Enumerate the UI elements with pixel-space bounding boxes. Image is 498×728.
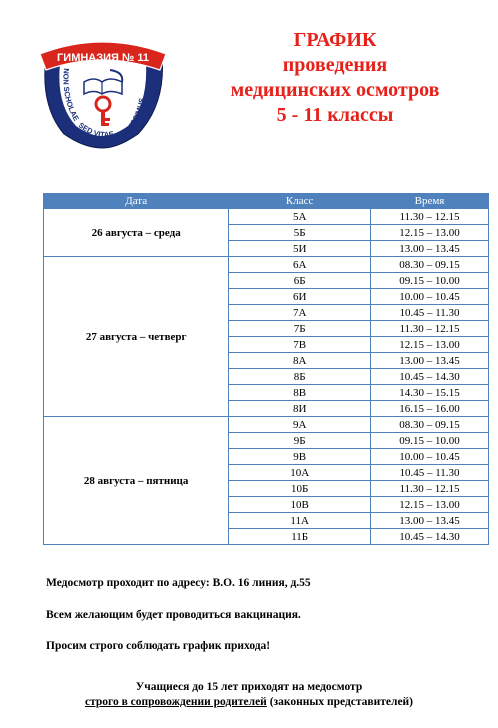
class-cell: 10А <box>229 465 371 481</box>
header-time: Время <box>371 194 489 209</box>
schedule-body <box>44 209 489 545</box>
footer-rest-text: (законных представителей) <box>266 696 414 708</box>
time-cell: 10.45 – 14.30 <box>371 369 489 385</box>
time-cell: 13.00 – 13.45 <box>371 353 489 369</box>
schedule-note: Просим строго соблюдать график прихода! <box>46 640 271 652</box>
logo-right-text: DISCIMUS <box>124 97 147 134</box>
time-cell: 09.15 – 10.00 <box>371 273 489 289</box>
class-cell: 5И <box>229 241 371 257</box>
time-cell: 14.30 – 15.15 <box>371 385 489 401</box>
time-cell: 10.45 – 11.30 <box>371 305 489 321</box>
time-cell: 11.30 – 12.15 <box>371 209 489 225</box>
header-date: Дата <box>44 194 229 209</box>
logo-banner-text: ГИМНАЗИЯ № 11 <box>57 52 149 64</box>
address-note: Медосмотр проходит по адресу: В.О. 16 линия, д.55 <box>46 577 311 589</box>
class-cell: 6И <box>229 289 371 305</box>
class-cell: 8Б <box>229 369 371 385</box>
time-cell: 09.15 – 10.00 <box>371 433 489 449</box>
page-title <box>200 28 470 128</box>
time-cell: 08.30 – 09.15 <box>371 417 489 433</box>
vaccination-note: Всем желающим будет проводиться вакцинация. <box>46 609 301 621</box>
time-cell: 12.15 – 13.00 <box>371 225 489 241</box>
schedule-table <box>43 193 489 545</box>
table-row <box>44 417 489 433</box>
header-class: Класс <box>229 194 371 209</box>
logo-bottom-text: SED VITAE <box>76 120 115 140</box>
class-cell: 10Б <box>229 481 371 497</box>
title-line-4: 5 - 11 классы <box>276 104 394 126</box>
time-cell: 10.45 – 14.30 <box>371 529 489 545</box>
time-cell: 11.30 – 12.15 <box>371 481 489 497</box>
title-line-1: ГРАФИК <box>293 29 377 51</box>
time-cell: 16.15 – 16.00 <box>371 401 489 417</box>
table-row <box>44 209 489 225</box>
class-cell: 10В <box>229 497 371 513</box>
time-cell: 11.30 – 12.15 <box>371 321 489 337</box>
time-cell: 13.00 – 13.45 <box>371 513 489 529</box>
class-cell: 5Б <box>229 225 371 241</box>
footer-line-1: Учащиеся до 15 лет приходят на медосмотр <box>135 681 363 693</box>
class-cell: 5А <box>229 209 371 225</box>
time-cell: 12.15 – 13.00 <box>371 497 489 513</box>
table-header-row <box>44 194 489 209</box>
time-cell: 08.30 – 09.15 <box>371 257 489 273</box>
time-cell: 10.00 – 10.45 <box>371 289 489 305</box>
class-cell: 9В <box>229 449 371 465</box>
class-cell: 8И <box>229 401 371 417</box>
table-row <box>44 257 489 273</box>
gymnasium-logo <box>38 34 168 150</box>
date-cell: 26 августа – среда <box>44 209 229 257</box>
class-cell: 9А <box>229 417 371 433</box>
title-line-2: проведения <box>282 54 388 76</box>
class-cell: 7В <box>229 337 371 353</box>
class-cell: 6Б <box>229 273 371 289</box>
time-cell: 10.00 – 10.45 <box>371 449 489 465</box>
footer-underlined-text: строго в сопровождении родителей <box>84 696 267 708</box>
time-cell: 12.15 – 13.00 <box>371 337 489 353</box>
class-cell: 6А <box>229 257 371 273</box>
time-cell: 10.45 – 11.30 <box>371 465 489 481</box>
class-cell: 9Б <box>229 433 371 449</box>
title-line-3: медицинских осмотров <box>230 79 440 101</box>
class-cell: 8В <box>229 385 371 401</box>
class-cell: 11Б <box>229 529 371 545</box>
class-cell: 7А <box>229 305 371 321</box>
footer-line-2 <box>0 696 498 708</box>
class-cell: 8А <box>229 353 371 369</box>
date-cell: 28 августа – пятница <box>44 417 229 545</box>
date-cell: 27 августа – четверг <box>44 257 229 417</box>
time-cell: 13.00 – 13.45 <box>371 241 489 257</box>
class-cell: 7Б <box>229 321 371 337</box>
logo-left-text: NON SCHOLAE <box>61 67 81 123</box>
class-cell: 11А <box>229 513 371 529</box>
